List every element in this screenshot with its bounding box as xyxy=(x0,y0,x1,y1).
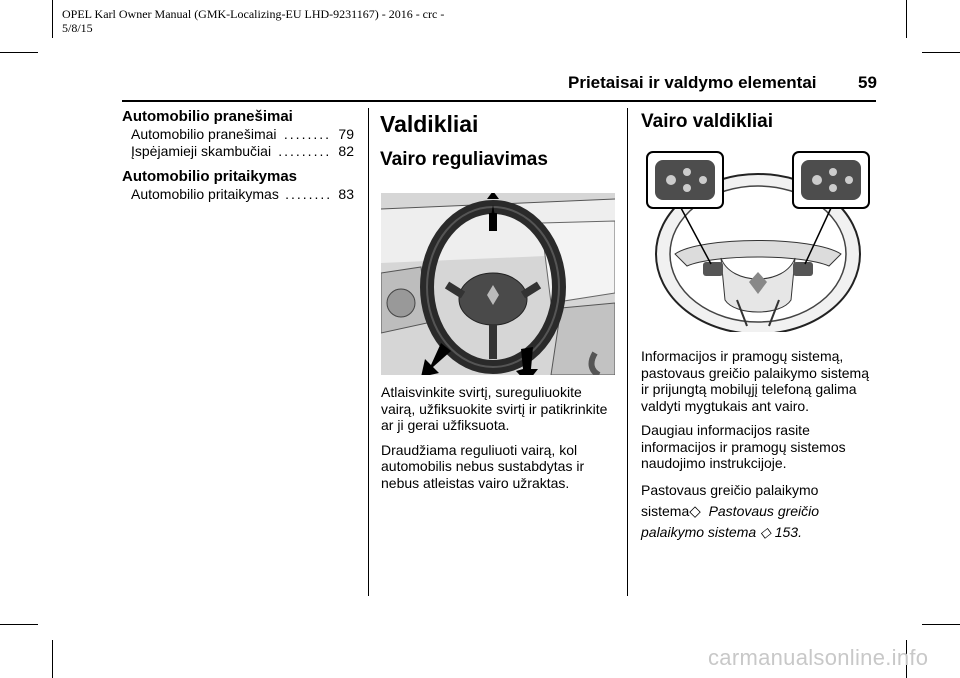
print-meta-line: 5/8/15 xyxy=(62,21,93,35)
crop-mark xyxy=(0,624,38,625)
toc-entry-page: 82 xyxy=(338,143,354,159)
crop-mark xyxy=(52,0,53,38)
running-title: Prietaisai ir valdymo elementai xyxy=(568,73,817,92)
crossref-intro: Pastovaus greičio palaikymo xyxy=(641,481,819,498)
body-paragraph: Atlaisvinkite svirtį, sureguliuokite vairą, užfiksuokite svirtį ir patikrinkite ar ji gerai užfiksuota. xyxy=(381,384,608,433)
steering-controls-illustration xyxy=(641,150,875,332)
toc-entry[interactable] xyxy=(131,143,354,160)
toc-entry-label: Įspėjamieji skambučiai xyxy=(131,143,272,159)
crop-mark xyxy=(52,640,53,678)
page-number: 59 xyxy=(858,73,877,92)
crossref-paragraph xyxy=(641,480,875,543)
crossref-arrow-icon: ◇ xyxy=(689,502,701,520)
toc-section-title: Automobilio pranešimai xyxy=(122,108,293,125)
toc-entry[interactable] xyxy=(131,126,354,143)
crossref-page-icon: ◇ xyxy=(760,523,771,540)
toc-entry-label: Automobilio pritaikymas xyxy=(131,186,279,202)
crossref-page[interactable]: 153. xyxy=(774,523,802,540)
crossref-link[interactable]: Pastovaus greičio palaikymo sistema xyxy=(641,502,820,540)
print-meta xyxy=(62,7,444,35)
toc-section xyxy=(122,168,354,203)
toc-leader-dots: ........ xyxy=(285,186,333,202)
column-divider xyxy=(368,108,369,596)
body-paragraph: Daugiau informacijos rasite informacijos ir pramogų sistemos naudojimo instrukcijoje. xyxy=(641,422,846,471)
crop-mark xyxy=(922,52,960,53)
body-paragraph: Draudžiama reguliuoti vairą, kol automobilis nebus sustabdytas ir nebus atleistas vairo užraktas. xyxy=(381,441,585,491)
subsection-heading: Vairo reguliavimas xyxy=(380,149,548,170)
crossref-word: sistema xyxy=(641,502,690,519)
toc-entry[interactable] xyxy=(131,186,354,203)
steering-adjust-illustration xyxy=(381,193,615,375)
section-heading: Valdikliai xyxy=(380,111,479,137)
crop-mark xyxy=(922,624,960,625)
crop-mark xyxy=(0,52,38,53)
print-meta-line: OPEL Karl Owner Manual (GMK-Localizing-EU LHD-9231167) - 2016 - crc - xyxy=(62,7,445,21)
section-heading: Vairo valdikliai xyxy=(641,111,774,132)
toc-section-title: Automobilio pritaikymas xyxy=(122,168,298,185)
toc xyxy=(122,108,354,203)
toc-entry-page: 83 xyxy=(338,186,354,202)
toc-entry-label: Automobilio pranešimai xyxy=(131,126,277,142)
toc-leader-dots: ........ xyxy=(283,126,332,142)
toc-entry-page: 79 xyxy=(338,126,354,142)
crop-mark xyxy=(906,0,907,38)
watermark: carmanualsonline.info xyxy=(708,645,929,670)
toc-section xyxy=(122,108,354,160)
body-paragraph: Informacijos ir pramogų sistemą, pastovaus greičio palaikymo sistemą ir prijungtą mobilųjį telefoną galima valdyti mygtukais ant vairo. xyxy=(641,348,869,414)
column-divider xyxy=(627,108,628,596)
header-rule xyxy=(122,100,876,102)
toc-leader-dots: ......... xyxy=(278,143,332,159)
